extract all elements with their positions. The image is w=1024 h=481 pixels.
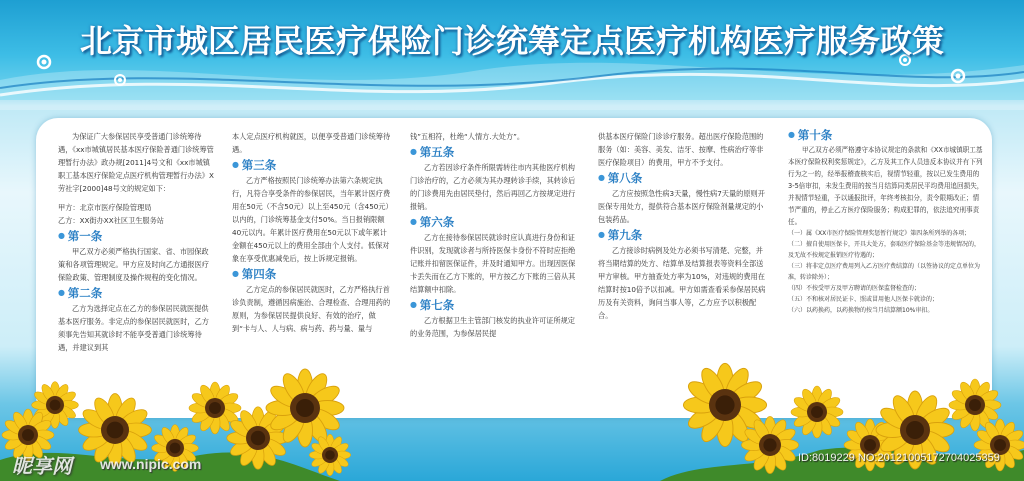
article-5-text: 乙方若因诊疗条件所限需转往市内其他医疗机构门诊治疗的，乙方必须为其办理转诊手续，其转诊后的门诊费用先由居民垫付，然后再回乙方按规定进行报销。 [410, 163, 576, 211]
text-column-2 [232, 130, 392, 335]
article-8-heading: ● 第八条 [598, 169, 770, 187]
article-1-heading: ● 第一条 [58, 227, 214, 245]
article-10-item: （五）不和核对居民证卡、照或冒用他人医保卡就诊的； [788, 296, 939, 303]
article-10-item: （二）擅自使用医保卡，开具大处方，套取医疗保险基金等违规情况的，及无故不按规定报销医疗待遇的； [788, 241, 981, 259]
text-column-4 [598, 130, 770, 322]
article-8-text: 乙方应按照急性病3天量，慢性病7天量的原则开医保专用处方，提供符合基本医疗保险剂量规定的小包装药品。 [598, 189, 765, 224]
poster-title: 北京市城区居民医疗保险门诊统筹定点医疗机构医疗服务政策 [79, 22, 944, 60]
intro-paragraph: 为保证广大参保居民享受普通门诊统筹待遇，《xx市城镇居民基本医疗保险普通门诊统筹管理暂行办法》政办规[2011]4号文和《xx市城镇职工基本医疗保险定点医疗机构管理暂行办法》X劳社字[2000]48号文的规定如下： [58, 132, 214, 193]
article-5-heading: ● 第五条 [410, 143, 578, 161]
image-id-watermark: ID:8019229 NO:20121005172704025359 [798, 452, 1000, 464]
article-10-item: （六）以药换药，以药换物的按当月结算额10%审扣。 [788, 307, 934, 314]
column-4-lead: 供基本医疗保险门诊诊疗服务。超出医疗保险范围的服务（如：美容、美发、洁牙、按摩、性病治疗等非医疗保险项目）的费用，甲方不予支付。 [598, 132, 764, 167]
article-6-text: 乙方在接待参保居民就诊时应认真进行身份和证件识别，发现就诊者与所持医保卡身份不符时应拒绝记账并扣留医保证件，并及时通知甲方。出现因医保卡丢失而在乙方下账的，甲方按乙方下账的三倍从其结算额中扣除。 [410, 233, 576, 294]
article-10-text: 甲乙双方必须严格遵守本协议规定的条款和《XX市城镇职工基本医疗保险权利奖惩规定》，乙方及其工作人员违反本协议并有下列行为之一的，经举报稽查核实后，视情节轻重，按以已发生费用的3-5倍审扣，未发生费用的按当月结算同类居民平均费用追回损失，并视情节轻重，予以通报批评，年终考核扣分，责令限期改正；情节严重的，停止乙方医疗保险服务；构成犯罪的，依法追究刑事责任。 [788, 146, 984, 226]
article-4-text: 乙方定点的参保居民就医时，乙方严格执行首诊负责制，遵循因病施治、合理检查、合理用药的原则，为参保居民提供良好、有效的治疗，做到“卡与人、人与病、病与药、药与量、量与 [232, 285, 391, 333]
text-column-3 [410, 130, 578, 340]
article-10-item: （四）不按受甲方及甲方聘请的医保监督检查的； [788, 285, 921, 292]
article-10-item: （一）属《XX市医疗保险管理奖惩暂行规定》第四条所列举的各项； [788, 230, 971, 237]
article-7-heading: ● 第七条 [410, 296, 578, 314]
article-9-heading: ● 第九条 [598, 226, 770, 244]
article-10-heading: ● 第十条 [788, 126, 984, 144]
article-3-heading: ● 第三条 [232, 156, 392, 174]
article-10-item: （三）将非定点医疗费用列入乙方医疗费结算的（以签协议的定点单位为准，转诊除外）； [788, 263, 981, 281]
article-2-heading: ● 第二条 [58, 284, 214, 302]
article-9-text: 乙方接诊时病例及处方必须书写清楚、完整，并将当期结算的处方、结算单及结算报表等资料全部送甲方审核。甲方抽查处方率为10%，对违规的费用在结算时按10倍予以扣减。甲方如需查看采参保居民病历及有关资料，询问当事人等，乙方应予以积极配合。 [598, 246, 766, 320]
text-column-5 [788, 126, 984, 316]
article-4-heading: ● 第四条 [232, 265, 392, 283]
article-2-text: 乙方为选择定点在乙方的参保居民就医提供基本医疗服务。非定点的参保居民就医时，乙方须事先告知其就诊时不能享受普通门诊统筹待遇，并建议到其 [58, 304, 209, 352]
party-a-line: 甲方：北京市医疗保险管理局 [58, 203, 152, 212]
site-url-watermark: www.nipic.com [100, 456, 202, 472]
party-b-line: 乙方：XX街办XX社区卫生服务站 [58, 216, 164, 225]
article-6-heading: ● 第六条 [410, 213, 578, 231]
column-3-lead: 钱”五相符，杜绝“人情方.大处方”。 [410, 132, 525, 141]
article-7-text: 乙方根据卫生主管部门核发的执业许可证所规定的业务范围，为参保居民提 [410, 316, 575, 338]
column-2-lead: 本人定点医疗机构就医，以便享受普通门诊统筹待遇。 [232, 132, 391, 154]
site-logo-watermark: 昵享网 [12, 454, 72, 478]
article-1-text: 甲乙双方必须严格执行国家、省、市园保政策和各项管理规定。甲方应及时向乙方通报医疗保险政策、管理制度及操作规程的变化情况。 [58, 247, 209, 282]
article-3-text: 乙方严格按照民门诊统筹办法第六条规定执行，凡符合享受条件的参保居民，当年累计医疗费用在50元（不含50元）以上至450元（含450元）以内的，门诊统筹基金支付50%。当日报销限额40元以内。年累计医疗费用在50元以下或年累计金额在450元以上的费用全部由个人支付。低保对象在享受优惠减免后，按上诉规定报销。 [232, 176, 391, 263]
text-column-1 [58, 130, 214, 354]
